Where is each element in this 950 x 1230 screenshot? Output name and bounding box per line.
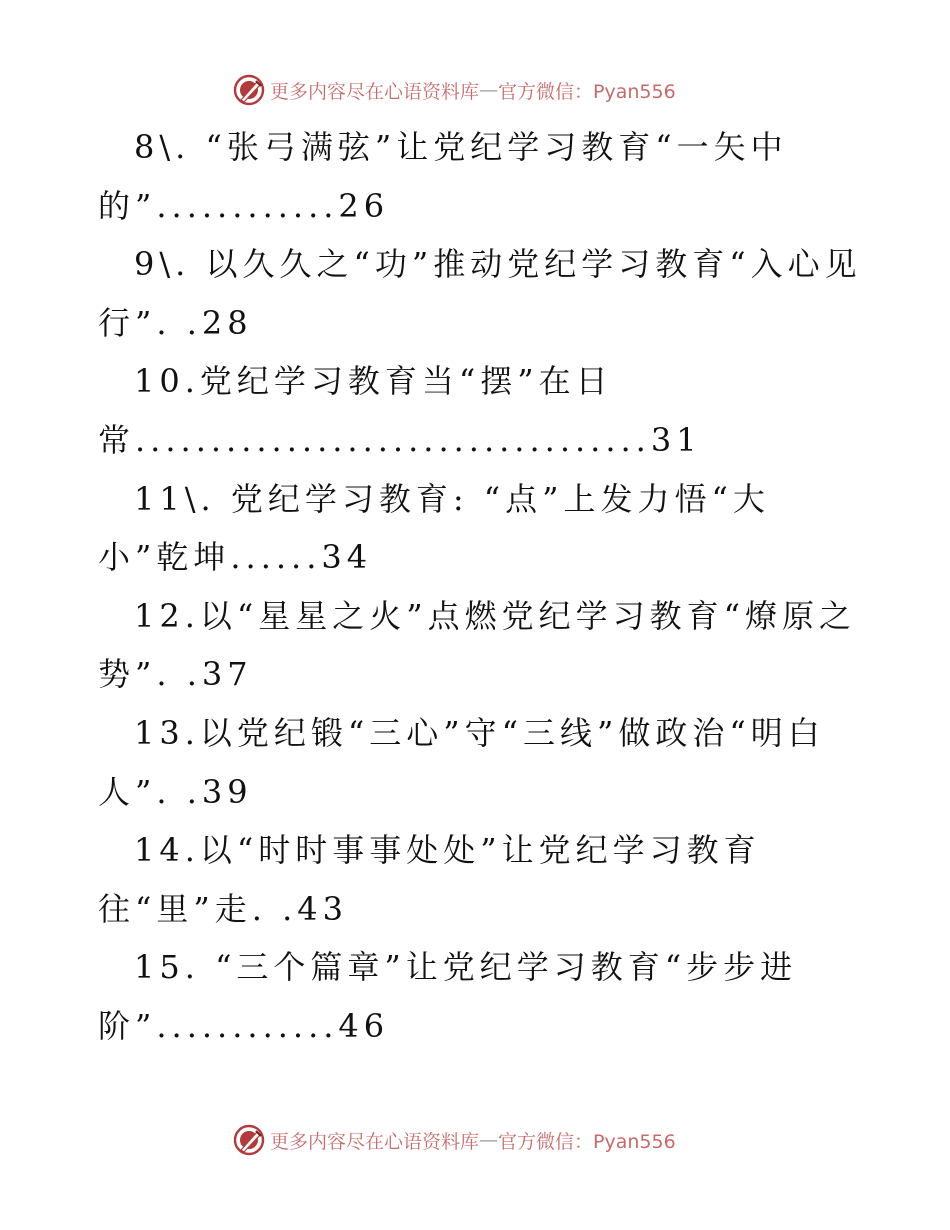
toc-entry-11-title: 11\. 党纪学习教育: “点”上发力悟“大 bbox=[134, 479, 770, 518]
table-of-contents bbox=[0, 118, 950, 1056]
toc-entry-15-title: 15. “三个篇章”让党纪学习教育“步步进 bbox=[134, 948, 798, 987]
toc-entry-12-page: 势”. .37 bbox=[98, 655, 253, 694]
toc-entry-8-page: 的”............26 bbox=[98, 186, 390, 225]
toc-entry-12-title: 12.以“星星之火”点燃党纪学习教育“燎原之 bbox=[134, 596, 856, 635]
fountain-pen-seal-icon bbox=[232, 1123, 266, 1157]
watermark-separator: — bbox=[479, 1129, 499, 1151]
footer-watermark bbox=[232, 1120, 676, 1160]
toc-entry-13-title: 13.以党纪锻“三心”守“三线”做政治“明白 bbox=[134, 713, 825, 752]
watermark-separator: — bbox=[479, 79, 499, 101]
toc-entry-10-title: 10.党纪学习教育当“摆”在日 bbox=[134, 362, 613, 401]
watermark-text: 更多内容尽在心语资料库 bbox=[270, 80, 480, 103]
fountain-pen-seal-icon bbox=[232, 73, 266, 107]
header-watermark bbox=[232, 70, 676, 110]
toc-entry-9-page: 行”. .28 bbox=[98, 303, 253, 342]
toc-entry-15-page: 阶”............46 bbox=[98, 1006, 390, 1045]
toc-entry-13-page: 人”. .39 bbox=[98, 772, 253, 811]
toc-entry-14-page: 往“里”走. .43 bbox=[98, 889, 348, 928]
toc-entry-9-title: 9\. 以久久之“功”推动党纪学习教育“入心见 bbox=[134, 245, 862, 284]
toc-entry-14-title: 14.以“时时事事处处”让党纪学习教育 bbox=[134, 831, 761, 870]
watermark-contact: 官方微信：Pyan556 bbox=[498, 1130, 676, 1153]
watermark-contact: 官方微信：Pyan556 bbox=[498, 80, 676, 103]
toc-entry-8-title: 8\. “张弓满弦”让党纪学习教育“一矢中 bbox=[134, 128, 788, 166]
watermark-text: 更多内容尽在心语资料库 bbox=[270, 1130, 480, 1153]
toc-entry-10-page: 常..................................31 bbox=[98, 420, 702, 459]
toc-entry-11-page: 小”乾坤......34 bbox=[98, 538, 373, 577]
